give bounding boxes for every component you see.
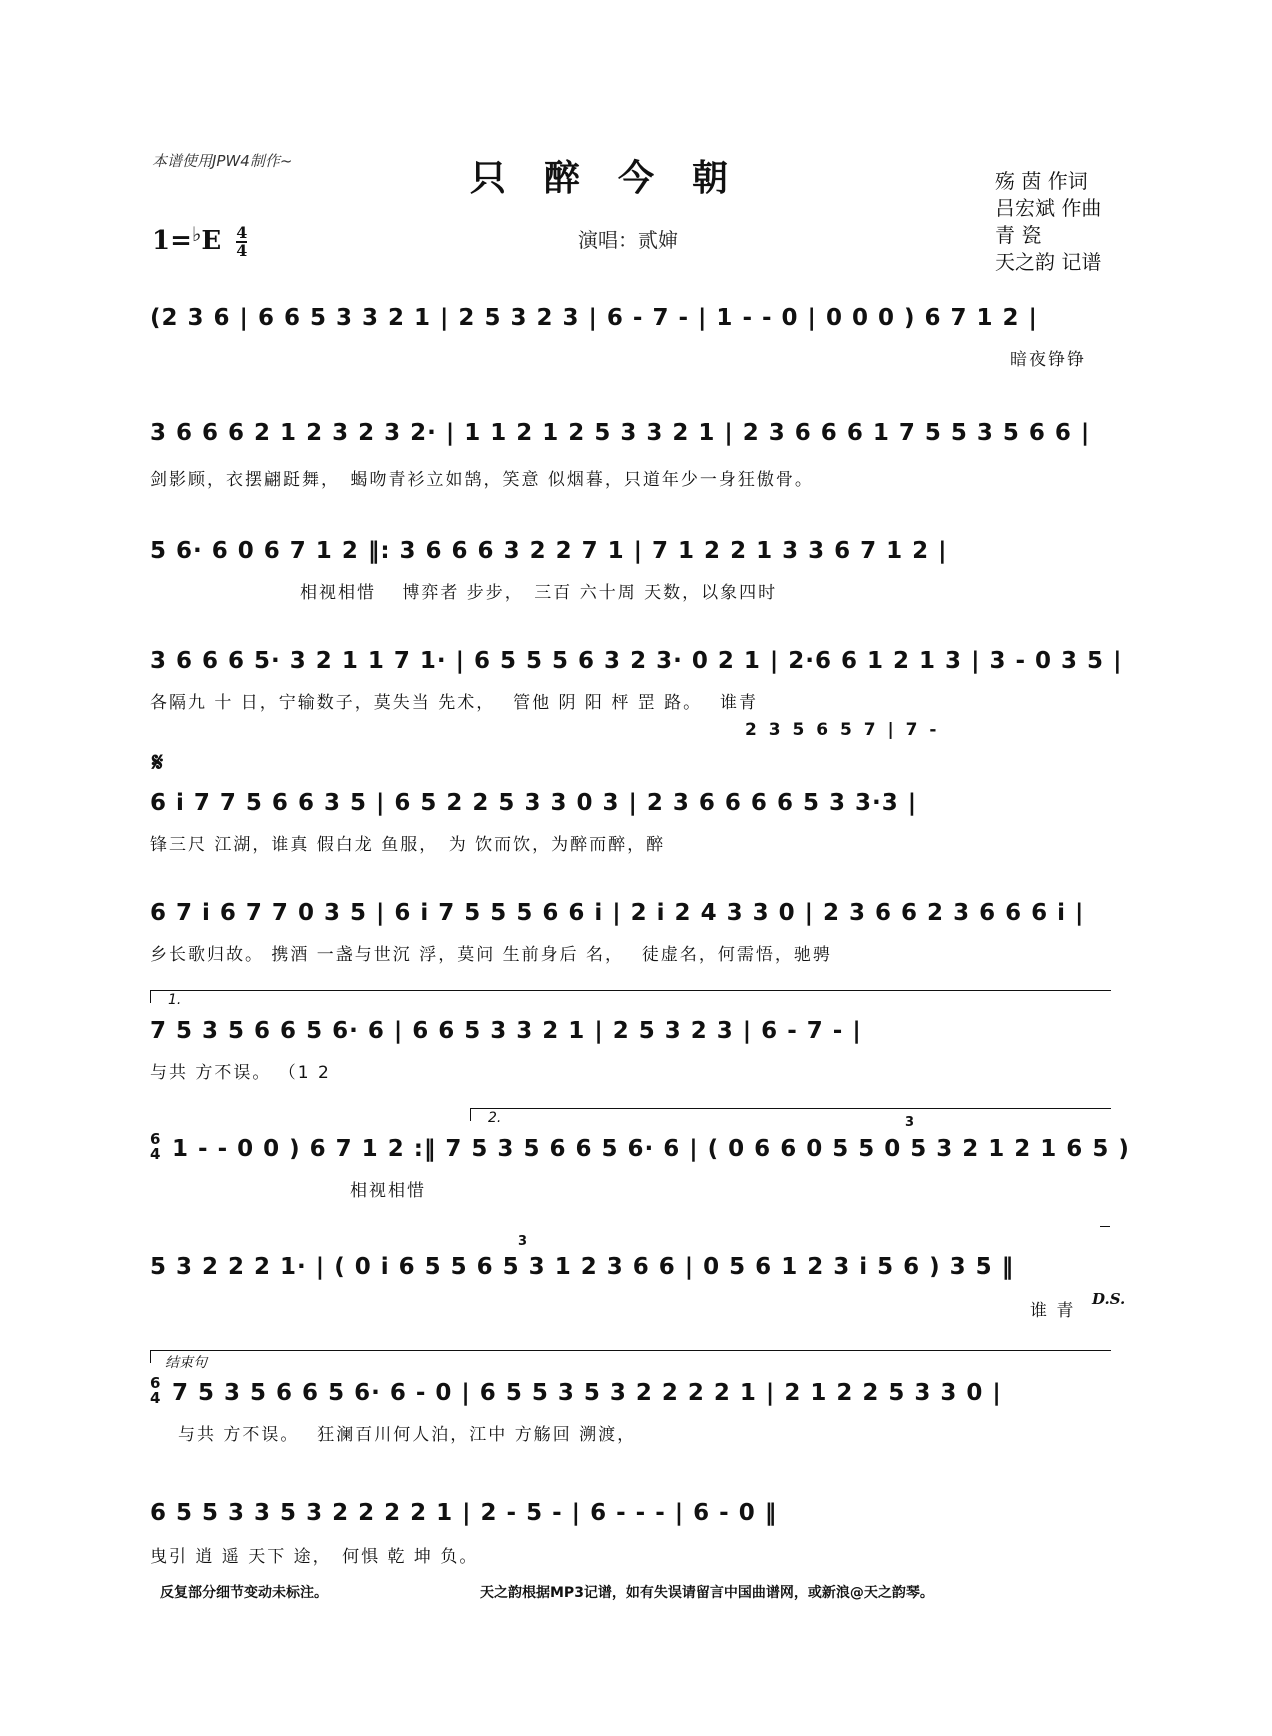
staff-end-mark	[1100, 1226, 1110, 1239]
lyrics-line-7: 与共 方不误。 （1 2	[150, 1063, 331, 1083]
ending-time-6-4	[150, 1376, 160, 1406]
time-change-bottom: 4	[150, 1145, 161, 1163]
ending-label: 结束句	[165, 1355, 207, 1371]
secondary-credit: 青 瓷	[995, 223, 1042, 247]
lyrics-line-11: 曳引 逍 遥 天下 途， 何惧 乾 坤 负。	[150, 1547, 479, 1567]
notes-line-6: 6 7 i 6 7 7 0 3 5 | 6 i 7 5 5 5 6 6 i | 2 i 2 4 3 3 0 | 2 3 6 6 2 3 6 6 6 i |	[150, 900, 1085, 926]
credits-block	[995, 168, 1101, 276]
ending-time-bottom: 4	[150, 1389, 161, 1407]
lyrics-line-9: 谁 青	[1030, 1301, 1076, 1321]
lyrics-line-8: 相视相惜	[350, 1181, 426, 1201]
notes-line-9: 5 3 2 2 2 1· | ( 0 i 6 5 5 6 5 3 1 2 3 6 6 | 0 5 6 1 2 3 i 5 6 ) 3 5 ‖	[150, 1254, 1015, 1280]
time-signature-top: 4	[236, 223, 248, 242]
lyrics-line-5: 锋三尺 江湖，谁真 假白龙 鱼服， 为 饮而饮，为醉而醉，醉	[150, 835, 666, 855]
singer-credit: 演唱：贰婶	[578, 228, 678, 252]
key-note: E	[201, 226, 222, 256]
volta-bracket-1	[150, 990, 1111, 1003]
notes-line-5: 6 i 7 7 5 6 6 3 5 | 6 5 2 2 5 3 3 0 3 | 2 3 6 6 6 6 5 3 3·3 |	[150, 790, 918, 816]
triplet-mark-2: 3	[518, 1234, 528, 1249]
footer-note-left: 反复部分细节变动未标注。	[160, 1585, 328, 1601]
notes-line-2: 3 6 6 6 2 1 2 3 2 3 2· | 1 1 2 1 2 5 3 3 2 1 | 2 3 6 6 6 1 7 5 5 3 5 6 6 |	[150, 420, 1091, 446]
ending-time-top: 6	[150, 1374, 161, 1392]
volta-label-1: 1.	[168, 992, 182, 1008]
flat-sign: ♭	[191, 222, 202, 246]
key-prefix: 1=	[152, 226, 192, 256]
lyrics-line-3: 相视相惜 博弈者 步步， 三百 六十周 天数，以象四时	[300, 583, 778, 603]
time-change-top: 6	[150, 1130, 161, 1148]
lyrics-line-4: 各隔九 十 日，宁输数子，莫失当 先术， 管他 阴 阳 枰 罡 路。 谁青	[150, 693, 759, 713]
tool-note: 本谱使用JPW4制作~	[152, 152, 293, 170]
alternate-notes-line: 2 3 5 6 5 7 | 7 -	[745, 720, 940, 740]
volta-label-2: 2.	[488, 1110, 502, 1126]
lyrics-line-2: 剑影顾，衣摆翩跹舞， 蝎吻青衫立如鹄，笑意 似烟暮，只道年少一身狂傲骨。	[150, 470, 814, 490]
notes-line-10: 7 5 3 5 6 6 5 6· 6 - 0 | 6 5 5 3 5 3 2 2 2 2 1 | 2 1 2 2 5 3 3 0 |	[172, 1380, 1002, 1406]
notes-line-1: (2 3 6 | 6 6 5 3 3 2 1 | 2 5 3 2 3 | 6 - 7 - | 1 - - 0 | 0 0 0 ) 6 7 1 2 |	[150, 305, 1038, 331]
time-signature-bottom: 4	[236, 241, 248, 260]
notes-line-8: 1 - - 0 0 ) 6 7 1 2 :‖ 7 5 3 5 6 6 5 6· 6 | ( 0 6 6 0 5 5 0 5 3 2 1 2 1 6 5 )	[172, 1136, 1130, 1162]
dal-segno-mark: D.S.	[1092, 1290, 1126, 1308]
lyrics-line-1: 暗夜铮铮	[1010, 350, 1086, 370]
composer-credit: 吕宏斌 作曲	[995, 196, 1102, 220]
volta-bracket-2	[470, 1108, 1111, 1121]
lyrics-line-10: 与共 方不误。 狂澜百川何人泊，江中 方觞回 溯渡，	[178, 1425, 637, 1445]
time-change-6-4	[150, 1132, 160, 1162]
lyrics-line-6: 乡长歌归故。 携酒 一盏与世沉 浮，莫问 生前身后 名， 徒虚名，何需悟，驰骋	[150, 945, 832, 965]
triplet-mark-1: 3	[905, 1115, 915, 1130]
notes-line-3: 5 6· 6 0 6 7 1 2 ‖: 3 6 6 6 3 2 2 7 1 | 7 1 2 2 1 3 3 6 7 1 2 |	[150, 538, 948, 564]
notes-line-4: 3 6 6 6 5· 3 2 1 1 7 1· | 6 5 5 5 6 3 2 3· 0 2 1 | 2·6 6 1 2 1 3 | 3 - 0 3 5 |	[150, 648, 1123, 674]
time-signature	[236, 225, 247, 259]
notes-line-11: 6 5 5 3 3 5 3 2 2 2 2 1 | 2 - 5 - | 6 - - - | 6 - 0 ‖	[150, 1500, 778, 1526]
key-signature	[152, 222, 248, 260]
lyricist-credit: 殇 茵 作词	[995, 169, 1088, 193]
segno-sign: 𝄋	[152, 748, 164, 778]
ending-bracket	[150, 1350, 1111, 1363]
notes-line-7: 7 5 3 5 6 6 5 6· 6 | 6 6 5 3 3 2 1 | 2 5 3 2 3 | 6 - 7 - |	[150, 1018, 862, 1044]
footer-note-right: 天之韵根据MP3记谱，如有失误请留言中国曲谱网，或新浪@天之韵琴。	[480, 1585, 934, 1601]
transcriber-credit: 天之韵 记谱	[995, 250, 1102, 274]
song-title: 只醉今朝	[470, 157, 767, 199]
